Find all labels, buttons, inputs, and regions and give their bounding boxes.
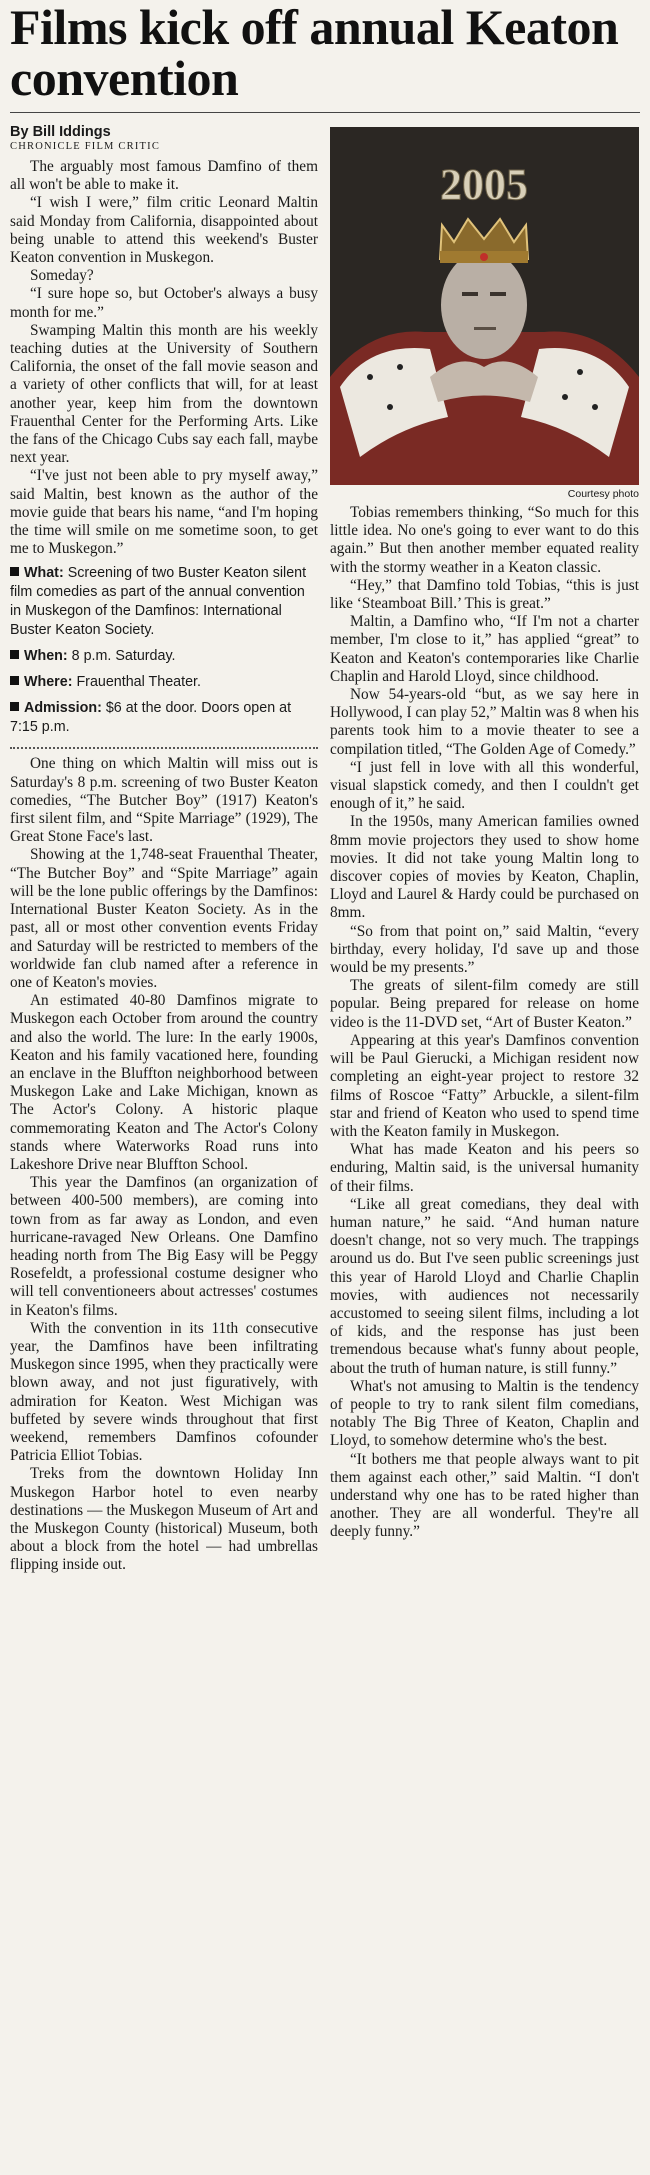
bullet-square-icon [10,702,19,711]
dotted-divider [10,747,318,749]
paragraph: “Hey,” that Damfino told Tobias, “this is just like ‘Steamboat Bill.’ This is great.” [330,576,639,613]
info-admission-value: $6 at the door. Doors open at 7:15 p.m. [10,700,292,736]
keaton-photo [330,127,639,485]
info-what-label: What: [24,565,64,582]
paragraph: The greats of silent-film comedy are still popular. Being prepared for release on home video is the 11-DVD set, “Art of Buster Keaton.” [330,977,639,1031]
paragraph: The arguably most famous Damfino of them all won't be able to make it. [10,158,318,194]
right-column [330,121,639,1542]
headline-rule [10,112,640,113]
info-when-label: When: [24,648,68,665]
info-when-value: 8 p.m. Saturday. [71,648,176,665]
info-admission [10,699,318,737]
paragraph: In the 1950s, many American families owned 8mm movie projectors they used to show home movies. It did not take young Maltin long to discover copies of movies by Keaton, Chaplin, Lloyd and Laurel & Hardy could be purchased on 8mm. [330,813,639,922]
paragraph: Treks from the downtown Holiday Inn Muskegon Harbor hotel to even nearby destinations — the Muskegon Museum of Art and the Muskegon County (historical) Museum, both about a block from the hotel — had umbrellas flipping inside out. [10,1465,318,1574]
paragraph: “Like all great comedians, they deal with human nature,” he said. “And human nature doesn't change, not so very much. The trappings around us do. But I've seen public screenings just this year of Harold Lloyd and Charlie Chaplin movies, with audiences not necessarily accustomed to seeing silent films, including a lot of kids, and the response has just been tremendous because what's funny about people, about the truth of human nature, is still funny.” [330,1195,639,1377]
photo-illustration [330,127,639,485]
paragraph: Now 54-years-old “but, as we say here in Hollywood, I can play 52,” Maltin was 8 when his parents took him to a movie theater to see a compilation titled, “The Golden Age of Comedy.” [330,686,639,758]
paragraph: Appearing at this year's Damfinos convention will be Paul Gierucki, a Michigan resident now completing an eight-year project to restore 32 films of Roscoe “Fatty” Arbuckle, a silent-film star and friend of Keaton who used to spend time with the Keaton family in Muskegon. [330,1031,639,1140]
paragraph: One thing on which Maltin will miss out is Saturday's 8 p.m. screening of two Buster Keaton comedies, “The Butcher Boy” (1917) Keaton's first silent film, and “Spite Marriage” (1929), The Great Stone Face's last. [10,755,318,846]
crown-number: 2005 [440,160,528,209]
byline-title: CHRONICLE FILM CRITIC [10,141,161,152]
paragraph: What's not amusing to Maltin is the tendency of people to try to rank silent film comedians, notably The Big Three of Keaton, Chaplin and Lloyd, to somehow determine who's the best. [330,1377,639,1450]
paragraph: “It bothers me that people always want to pit them against each other,” said Maltin. “I don't understand why one has to be rated higher than another. They are all wonderful. They're all deeply funny.” [330,1450,639,1541]
photo-credit: Courtesy photo [567,488,639,500]
headline: Films kick off annual Keaton convention [10,0,619,106]
paragraph: Showing at the 1,748-seat Frauenthal Theater, “The Butcher Boy” and “Spite Marriage” again will be the lone public offerings by the Damfinos: International Buster Keaton Society. As in the past, all or most other convention events Friday and Saturday will be restricted to members of the worldwide fan club named after a reference in one of Keaton's movies. [10,846,318,991]
paragraph: An estimated 40-80 Damfinos migrate to Muskegon each October from around the country and also the world. The lure: In the early 1900s, Keaton and his family vacationed here, founding an enclave in the Bluffton neighborhood between Muskegon Lake and Lake Michigan, known as The Actor's Colony. A historic plaque commemorating Keaton and The Actor's Colony stands where Waterworks Road runs into Lakeshore Drive near Bluffton School. [10,992,318,1173]
paragraph: “I wish I were,” film critic Leonard Maltin said Monday from California, disappointed about being unable to attend this weekend's Buster Keaton convention in Muskegon. [10,194,318,267]
info-where-label: Where: [24,674,73,691]
event-info-box [10,564,318,737]
info-where [10,673,318,692]
paragraph: Swamping Maltin this month are his weekly teaching duties at the University of Southern California, the onset of the fall movie season and a variety of other conflicts that will, for at least another year, keep him from the downtown Frauenthal Center for the Performing Arts. Like the fans of the Chicago Cubs say each fall, maybe next year. [10,321,318,467]
byline-name: By Bill Iddings [10,124,111,140]
info-admission-label: Admission: [24,700,102,717]
bullet-square-icon [10,650,19,659]
paragraph: Maltin, a Damfino who, “If I'm not a charter member, I'm close to it,” has applied “great” to Keaton and Keaton's contemporaries like Charlie Chaplin and Harold Lloyd, since childhood. [330,613,639,685]
paragraph: “So from that point on,” said Maltin, “every birthday, every holiday, I'd save up and those would be my presents.” [330,922,639,977]
info-what [10,564,318,640]
paragraph: What has made Keaton and his peers so enduring, Maltin said, is the universal humanity of their films. [330,1141,639,1195]
paragraph: Someday? [30,267,94,285]
article-columns [10,121,640,1575]
paragraph: This year the Damfinos (an organization of between 400-500 members), are coming into town from as far away as London, and even hurricane-ravaged New Orleans. One Damfino heading north from The Big Easy will be Peggy Rosefeldt, a professional costume designer who will tell conventioneers about actresses' costumes in Keaton's films. [10,1174,318,1319]
bullet-square-icon [10,676,19,685]
paragraph: Tobias remembers thinking, “So much for this little idea. No one's going to ever want to do this again.” But then another member equated reality with the stormy weather in a Keaton classic. [330,504,639,576]
paragraph: “I sure hope so, but October's always a busy month for me.” [10,285,318,321]
info-when [10,647,318,666]
paragraph: With the convention in its 11th consecutive year, the Damfinos have been infiltrating Muskegon since 1995, when they practically were blown away, and not just figuratively, with admiration for Keaton. West Michigan was buffeted by severe winds throughout that first weekend, remembers Damfinos cofounder Patricia Elliot Tobias. [10,1319,318,1465]
info-what-value: Screening of two Buster Keaton silent film comedies as part of the annual convention in Muskegon of the Damfinos: International Buster Keaton Society. [10,565,307,639]
left-column [10,121,318,1575]
paragraph: “I've just not been able to pry myself away,” said Maltin, best known as the author of the movie guide that bears his name, “and I'm hoping the time will smile on me sometime soon, to get me to Muskegon.” [10,467,318,558]
bullet-square-icon [10,567,19,576]
info-where-value: Frauenthal Theater. [76,674,201,691]
paragraph: “I just fell in love with all this wonderful, visual slapstick comedy, and then I couldn't get enough of it,” he said. [330,758,639,813]
